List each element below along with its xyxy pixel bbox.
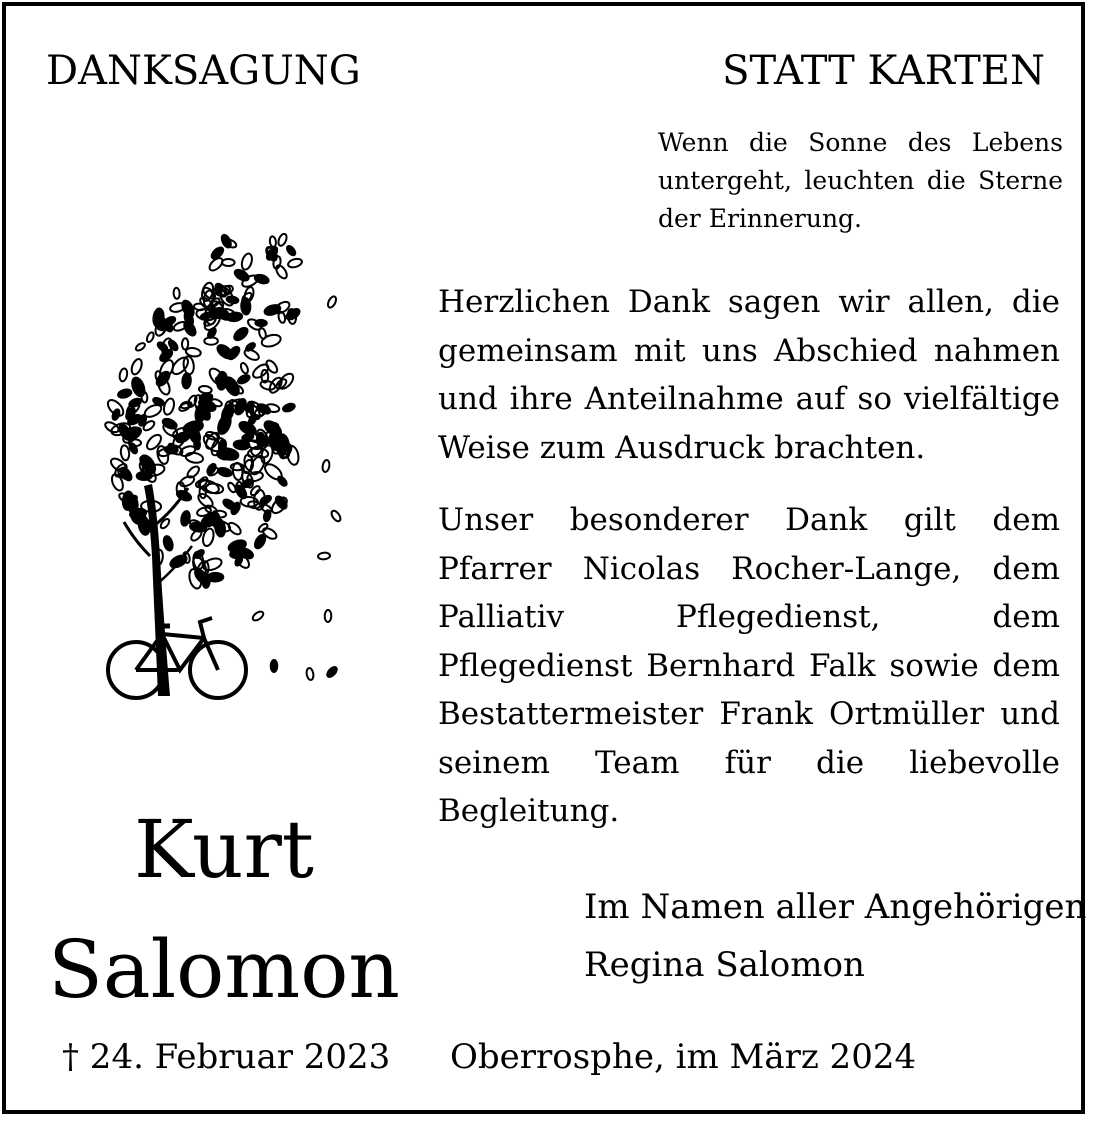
notice-frame: [2, 2, 1085, 1114]
signature-line-2: Regina Salomon: [584, 945, 865, 985]
motto-quote: Wenn die Sonne des Lebens untergeht, leuchten die Sterne der Erinnerung.: [658, 128, 1063, 233]
deceased-first-name: Kurt: [134, 803, 314, 896]
signature-block: [584, 878, 1086, 994]
deceased-last-name: Salomon: [48, 923, 400, 1016]
header-danksagung: DANKSAGUNG: [46, 48, 361, 94]
signature-line-1: Im Namen aller Angehörigen: [584, 887, 1087, 927]
tree-with-bicycle-icon: [96, 226, 346, 706]
place-and-date: Oberrosphe, im März 2024: [450, 1037, 917, 1077]
header-statt-karten: STATT KARTEN: [722, 48, 1045, 94]
thanks-paragraph-1: Herzlichen Dank sagen wir allen, die gemeinsam mit uns Abschied nahmen und ihre Anteilnahme auf so vielfältige Weise zum Ausdruck brachten.: [438, 284, 1060, 466]
thanks-paragraph-2: Unser besonderer Dank gilt dem Pfarrer Nicolas Rocher-Lange, dem Palliativ Pflegedienst, dem Pflegedienst Bernhard Falk sowie dem Bestattermeister Frank Ortmüller und seinem Team für die liebevolle Begleitung.: [438, 502, 1060, 829]
death-date: † 24. Februar 2023: [62, 1037, 391, 1077]
